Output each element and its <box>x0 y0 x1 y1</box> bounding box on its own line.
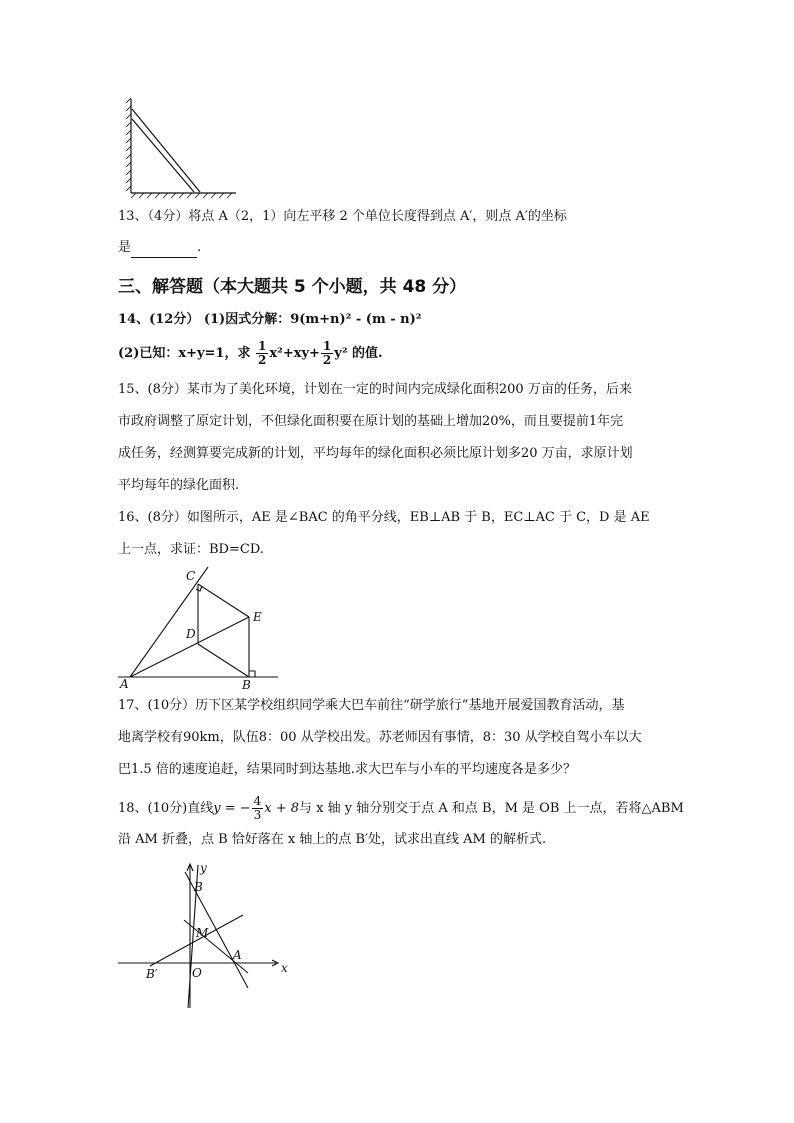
q18-line1 <box>118 795 684 822</box>
fraction-half-2 <box>321 340 333 367</box>
frac-num: 1 <box>322 339 332 353</box>
q17-line: 地离学校有90km，队伍8：00 从学校出发。苏老师因有事情，8：30 从学校自驾小车以大 <box>118 730 642 745</box>
q18-suffix: 与 x 轴 y 轴分别交于点 A 和点 B，M 是 OB 上一点，若将△ABM <box>299 801 684 816</box>
q14-term1: x²+xy+ <box>269 346 320 361</box>
label-y: y <box>200 861 207 875</box>
line-db <box>198 644 249 677</box>
q14-term2: y² 的值. <box>334 346 383 361</box>
q14-line1: 14、(12分） (1)因式分解：9(m+n)² - (m - n)² <box>118 312 422 327</box>
frac-num: 4 <box>253 794 262 808</box>
fraction-four-thirds <box>252 795 264 822</box>
q16-line: 16、(8分）如图所示，AE 是∠BAC 的角平分线，EB⊥AB 于 B，EC⊥AC 于 C，D 是 AE <box>118 510 650 525</box>
line-ac <box>130 567 208 677</box>
frac-num: 1 <box>258 339 267 353</box>
q13-suffix: . <box>197 240 202 255</box>
label-c: C <box>186 569 196 583</box>
right-angle-b <box>249 671 255 677</box>
answer-blank <box>131 243 197 258</box>
frac-den: 3 <box>253 808 262 822</box>
frac-den: 2 <box>258 353 267 367</box>
ladder-line-2 <box>132 119 194 192</box>
q15-line: 成任务，经测算要完成新的计划，平均每年的绿化面积必须比原计划多20 万亩，求原计划 <box>118 446 633 461</box>
label-e: E <box>253 610 262 624</box>
label-b-prime: B′ <box>146 967 158 981</box>
section-title: 三、解答题（本大题共 5 个小题，共 48 分） <box>118 277 467 297</box>
coordinate-fold-figure <box>118 860 298 1015</box>
label-m: M <box>196 926 209 940</box>
label-b: B <box>194 880 203 894</box>
q18-line2: 沿 AM 折叠，点 B 恰好落在 x 轴上的点 B′处，试求出直线 AM 的解析式. <box>118 832 547 847</box>
q17-line: 17、(10分）历下区某学校组织同学乘大巴车前往“研学旅行”基地开展爱国教育活动，基 <box>118 698 625 713</box>
q13-prefix: 是 <box>118 240 132 255</box>
line-ae <box>130 617 249 677</box>
label-a: A <box>120 677 129 690</box>
q15-line: 平均每年的绿化面积. <box>118 478 240 493</box>
eq-rest: x + 8 <box>264 801 300 816</box>
q14-prefix: (2)已知：x+y=1，求 <box>118 346 251 361</box>
q16-line: 上一点，求证：BD=CD. <box>118 542 264 557</box>
line-ce <box>198 584 249 617</box>
label-a: A <box>233 948 242 962</box>
q18-prefix: 18、(10分)直线 <box>118 801 214 816</box>
eq-y: y = − <box>213 801 251 816</box>
label-o: O <box>192 966 202 980</box>
ladder-line-1 <box>132 109 200 192</box>
q15-line: 15、(8分）某市为了美化环境，计划在一定的时间内完成绿化面积200 万亩的任务，后来 <box>118 382 632 397</box>
fraction-half-1 <box>256 340 268 367</box>
line-bpm <box>150 915 243 966</box>
right-angle-c <box>196 586 202 591</box>
q13-line2 <box>118 238 201 258</box>
q13-line1: 13、（4分）将点 A（2，1）向左平移 2 个单位长度得到点 A′，则点 A′的坐标 <box>118 209 567 224</box>
angle-bisector-figure <box>118 562 283 690</box>
frac-den: 2 <box>322 353 332 367</box>
label-x: x <box>281 961 288 975</box>
q17-line: 巴1.5 倍的速度追赶，结果同时到达基地.求大巴车与小车的平均速度各是多少？ <box>118 762 576 777</box>
q15-line: 市政府调整了原定计划，不但绿化面积要在原计划的基础上增加20%，而且要提前1年完 <box>118 414 624 429</box>
label-d: D <box>186 627 196 641</box>
ladder-wall-figure <box>118 95 240 200</box>
q14-line2 <box>118 340 383 367</box>
label-b: B <box>242 678 251 690</box>
